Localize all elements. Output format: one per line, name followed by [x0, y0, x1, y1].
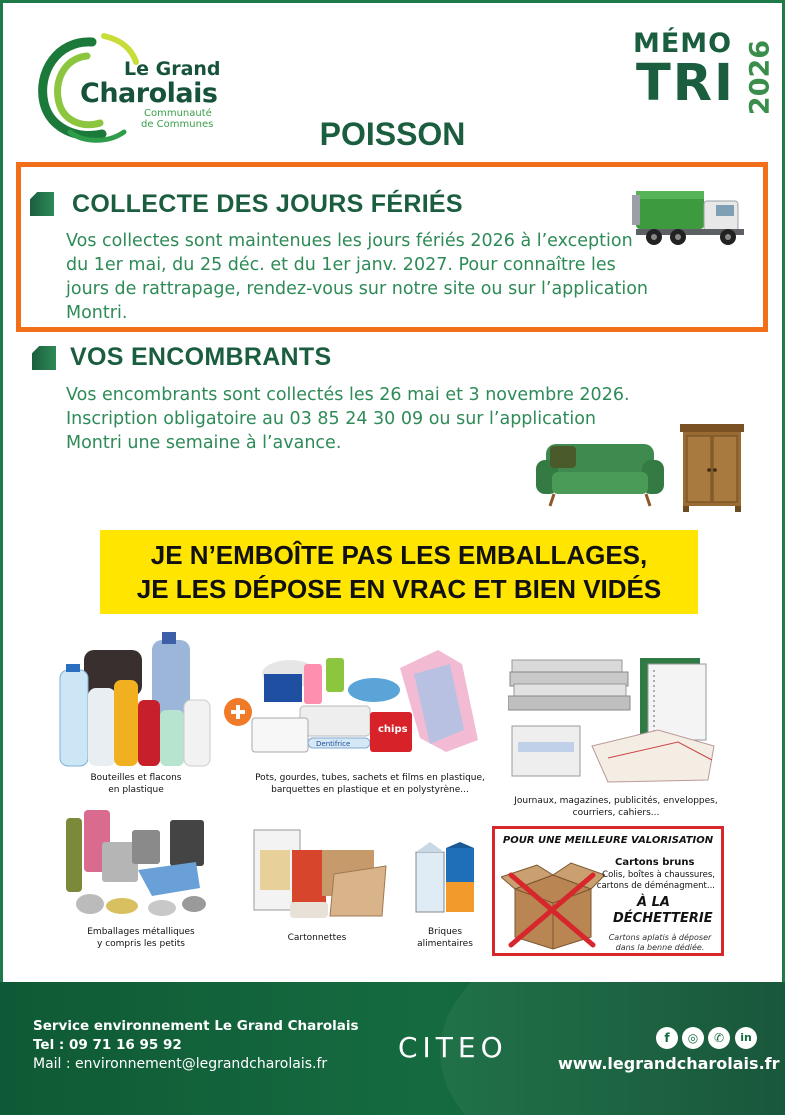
- garbage-truck-icon: [632, 185, 750, 247]
- caption-line: courriers, cahiers...: [572, 808, 660, 818]
- website-link[interactable]: www.legrandcharolais.fr: [558, 1054, 780, 1073]
- plastic-bottles-image: [58, 630, 214, 768]
- citeo-logo: CITEO: [398, 1031, 508, 1064]
- logo-text-le-grand: Le Grand: [124, 58, 221, 80]
- logo-text-charolais: Charolais: [80, 78, 218, 109]
- logo-text-communaute: Communauté: [144, 108, 212, 119]
- feries-line: du 1er mai, du 25 déc. et du 1er janv. 2027. Pour connaître les: [66, 255, 616, 275]
- caption-line: alimentaires: [417, 939, 473, 949]
- cartons-bruns-desc: [587, 870, 715, 892]
- briques-image: [414, 842, 478, 916]
- caption-line: Briques: [427, 927, 463, 937]
- foot-line: dans la benne dédiée.: [615, 943, 705, 952]
- dentifrice-label: Dentifrice: [316, 740, 351, 748]
- banner-line-1: JE N’EMBOÎTE PAS LES EMBALLAGES,: [150, 540, 648, 570]
- tri-label: TRI: [636, 54, 736, 113]
- feries-line: jours de rattrapage, rendez-vous sur notre site ou sur l’application: [66, 279, 648, 299]
- feries-title: COLLECTE DES JOURS FÉRIÉS: [72, 190, 463, 218]
- dechetterie-label: DÉCHETTERIE: [613, 911, 713, 926]
- metal-caption: [66, 926, 216, 950]
- foot-line: Cartons aplatis à déposer: [608, 933, 712, 942]
- encombrants-line: Montri une semaine à l’avance.: [66, 433, 342, 453]
- footer-service: Service environnement Le Grand Charolais: [33, 1018, 359, 1034]
- plastic-packaging-image: [250, 640, 490, 762]
- sorting-banner: [100, 530, 698, 614]
- commune-title: POISSON: [319, 116, 466, 152]
- sofa-icon: [536, 440, 664, 508]
- valorisation-footnote: [605, 933, 715, 953]
- metal-packaging-image: [66, 808, 214, 922]
- linkedin-icon[interactable]: in: [735, 1027, 757, 1049]
- caption-line: Bouteilles et flacons: [90, 773, 182, 783]
- feries-line: Vos collectes sont maintenues les jours fériés 2026 à l’exception: [66, 231, 633, 251]
- chips-label: chips: [378, 724, 408, 735]
- valorisation-title: POUR UNE MEILLEURE VALORISATION: [502, 835, 714, 846]
- caption-line: barquettes en plastique et en polystyrène...: [271, 785, 469, 795]
- feries-text: [66, 229, 648, 325]
- plus-icon: [223, 697, 253, 727]
- instagram-icon[interactable]: ◎: [682, 1027, 704, 1049]
- cartonnettes-image: [250, 820, 390, 926]
- logo-text-de-communes: de Communes: [141, 119, 214, 130]
- caption-line: Journaux, magazines, publicités, enveloppes,: [514, 796, 718, 806]
- whatsapp-icon[interactable]: ✆: [708, 1027, 730, 1049]
- encombrants-section-marker: [32, 346, 56, 370]
- caption-line: y compris les petits: [97, 939, 185, 949]
- year-label: 2026: [744, 39, 776, 116]
- a-la-label: À LA: [637, 895, 670, 910]
- feries-line: Montri.: [66, 303, 128, 323]
- encombrants-title: VOS ENCOMBRANTS: [70, 343, 332, 371]
- caption-line: en plastique: [108, 785, 164, 795]
- desc-line: cartons de déménagment...: [596, 881, 715, 891]
- bouteilles-caption: [58, 772, 214, 796]
- encombrants-line: Inscription obligatoire au 03 85 24 30 09 ou sur l’application: [66, 409, 596, 429]
- pots-caption: [248, 772, 492, 796]
- journaux-caption: [508, 795, 724, 819]
- memo-label: MÉMO: [633, 28, 733, 59]
- wardrobe-icon: [680, 424, 744, 512]
- cartons-bruns-title: Cartons bruns: [615, 857, 695, 868]
- encombrants-line: Vos encombrants sont collectés les 26 mai et 3 novembre 2026.: [66, 385, 630, 405]
- footer-mail[interactable]: Mail : environnement@legrandcharolais.fr: [33, 1056, 328, 1072]
- desc-line: Colis, boîtes à chaussures,: [602, 870, 715, 880]
- caption-line: Pots, gourdes, tubes, sachets et films en plastique,: [255, 773, 485, 783]
- feries-section-marker: [30, 192, 54, 216]
- newspapers-image: [508, 650, 720, 790]
- valorisation-box: [492, 826, 724, 956]
- facebook-icon[interactable]: f: [656, 1027, 678, 1049]
- banner-line-2: JE LES DÉPOSE EN VRAC ET BIEN VIDÉS: [136, 574, 662, 604]
- footer-tel[interactable]: Tel : 09 71 16 95 92: [33, 1037, 182, 1053]
- caption-line: Emballages métalliques: [87, 927, 195, 937]
- cartonnettes-caption: Cartonnettes: [287, 933, 347, 943]
- briques-caption: [410, 926, 480, 950]
